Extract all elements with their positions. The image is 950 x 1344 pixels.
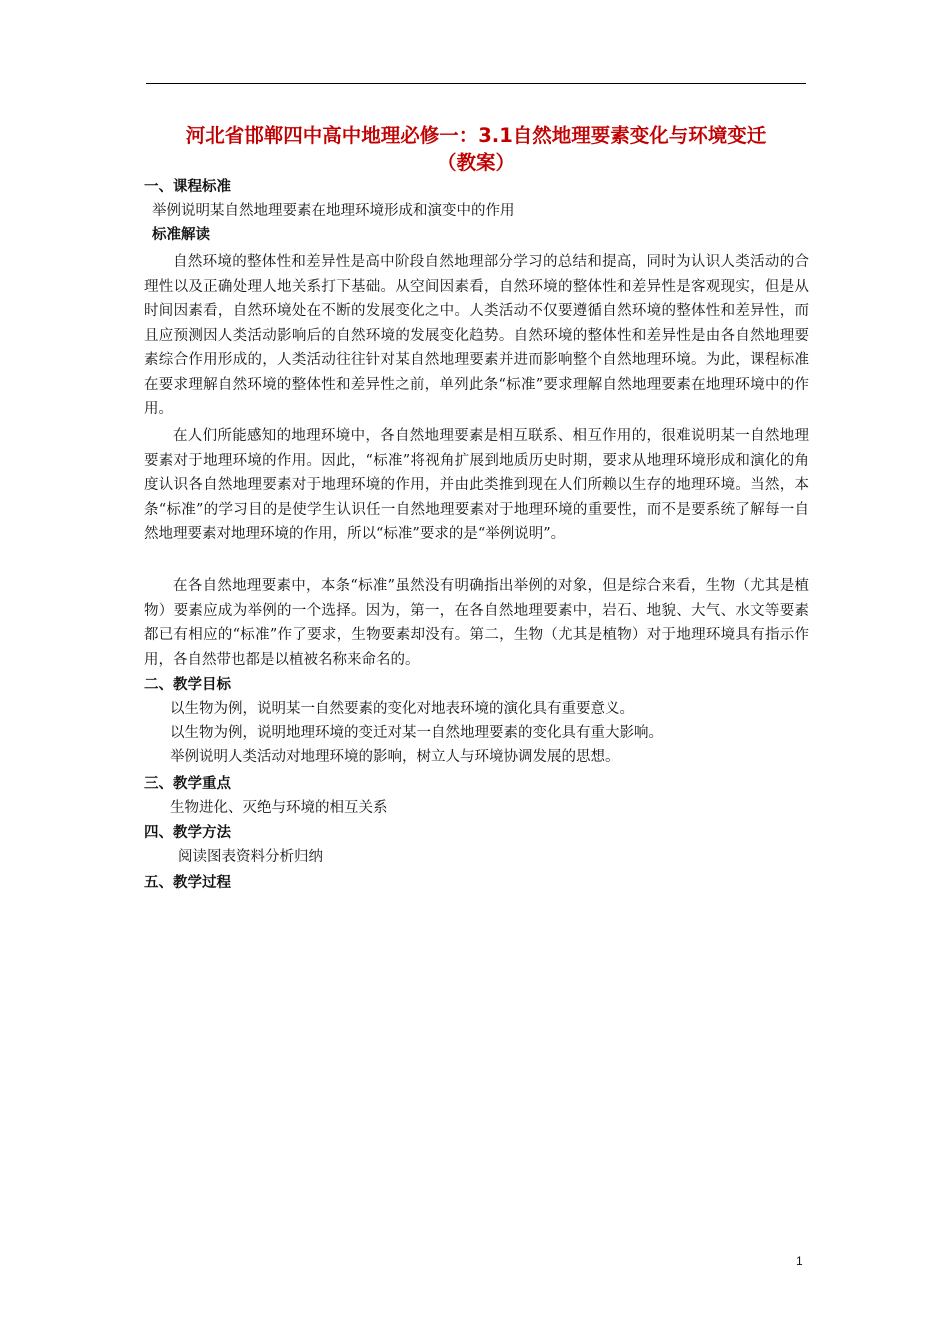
section-heading-methods: 四、教学方法 (144, 825, 231, 841)
section-heading-objectives: 二、教学目标 (144, 677, 231, 693)
title-line-2: （教案） (436, 151, 515, 174)
standard-interpretation-heading: 标准解读 (152, 227, 210, 243)
curriculum-standard: 举例说明某自然地理要素在地理环境形成和演变中的作用 (152, 203, 515, 219)
title-line-1: 河北省邯郸四中高中地理必修一：3.1自然地理要素变化与环境变迁 (185, 124, 767, 147)
key-points-content: 生物进化、灭绝与环境的相互关系 (170, 800, 388, 816)
objective-item: 以生物为例，说明某一自然要素的变化对地表环境的演化具有重要意义。 (170, 701, 634, 717)
document-title (132, 122, 820, 176)
interpretation-paragraph-1: 自然环境的整体性和差异性是高中阶段自然地理部分学习的总结和提高，同时为认识人类活动的合理性以及正确处理人地关系打下基础。从空间因素看，自然环境的整体性和差异性是客观现实，但是从时间因素看，自然环境处在不断的发展变化之中。人类活动不仅要遵循自然环境的整体性和差异性，而且应预测因人类活动影响后的自然环境的发展变化趋势。自然环境的整体性和差异性是由各自然地理要素综合作用形成的，人类活动往往针对某自然地理要素并进而影响整个自然地理环境。为此，课程标准在要求理解自然环境的整体性和差异性之前，单列此条“标准”要求理解自然地理要素在地理环境中的作用。 (144, 254, 809, 417)
interpretation-paragraph-3: 在各自然地理要素中，本条“标准”虽然没有明确指出举例的对象，但是综合来看，生物（尤其是植物）要素应成为举例的一个选择。因为，第一，在各自然地理要素中，岩石、地貌、大气、水文等要素都已有相应的“标准”作了要求，生物要素却没有。第二，生物（尤其是植物）对于地理环境具有指示作用，各自然带也都是以植被名称来命名的。 (144, 578, 809, 668)
section-heading-process: 五、教学过程 (144, 875, 231, 891)
section-heading-key-points: 三、教学重点 (144, 776, 231, 792)
objective-item: 以生物为例，说明地理环境的变迁对某一自然地理要素的变化具有重大影响。 (170, 725, 663, 741)
interpretation-paragraph-2: 在人们所能感知的地理环境中，各自然地理要素是相互联系、相互作用的，很难说明某一自然地理要素对于地理环境的作用。因此，“标准”将视角扩展到地质历史时期，要求从地理环境形成和演化的角度认识各自然地理要素对于地理环境的作用，并由此类推到现在人们所赖以生存的地理环境。当然，本条“标准”的学习目的是使学生认识任一自然地理要素对于地理环境的重要性，而不是要系统了解每一自然地理要素对地理环境的作用，所以“标准”要求的是“举例说明”。 (144, 428, 809, 542)
methods-content: 阅读图表资料分析归纳 (178, 849, 323, 865)
header-rule (146, 83, 806, 84)
section-heading-curriculum: 一、课程标准 (144, 179, 231, 195)
objective-item: 举例说明人类活动对地理环境的影响，树立人与环境协调发展的思想。 (170, 749, 620, 765)
page-number: 1 (796, 1254, 803, 1268)
